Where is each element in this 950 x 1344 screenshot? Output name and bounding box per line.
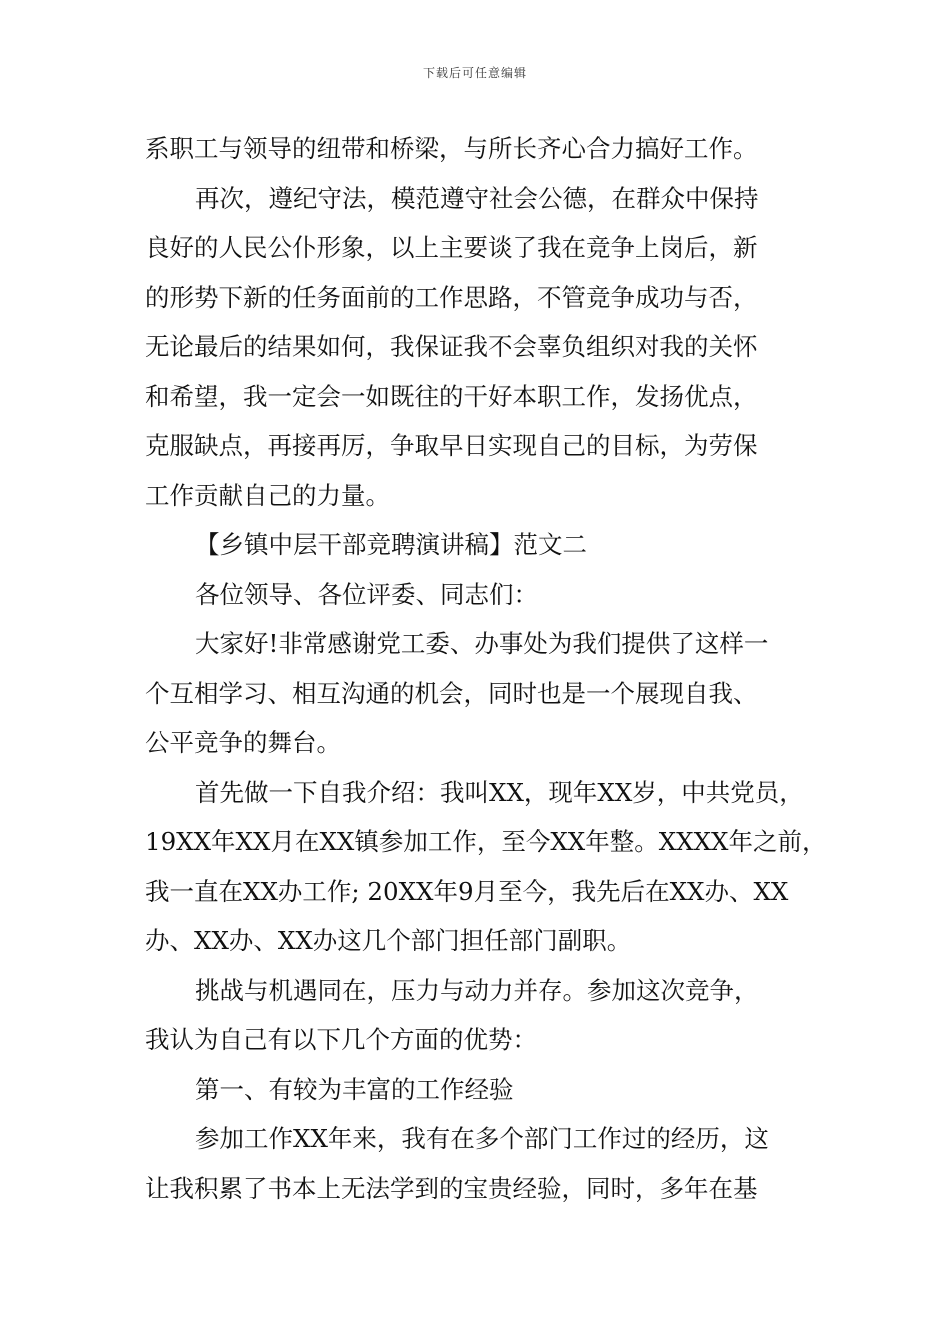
text-line: 【乡镇中层干部竞聘演讲稿】范文二	[195, 530, 587, 559]
text-line: 公平竞争的舞台。	[145, 728, 341, 757]
text-line: 各位领导、各位评委、同志们：	[195, 579, 538, 609]
text-line: 克服缺点，再接再厉，争取早日实现自己的目标，为劳保	[145, 431, 758, 460]
text-line: 工作贡献自己的力量。	[145, 480, 390, 510]
text-line: 我一直在XX办工作; 20XX年9月至今，我先后在XX办、XX	[145, 876, 789, 906]
text-line: 大家好!非常感谢党工委、办事处为我们提供了这样一	[195, 629, 769, 658]
text-line: 和希望，我一定会一如既往的干好本职工作，发扬优点，	[145, 381, 758, 411]
text-line: 无论最后的结果如何，我保证我不会辜负组织对我的关怀	[145, 332, 758, 361]
page-header: 下载后可任意编辑	[422, 66, 527, 80]
text-line: 我认为自己有以下几个方面的优势：	[145, 1025, 537, 1054]
text-line: 良好的人民公仆形象，以上主要谈了我在竞争上岗后，新	[145, 233, 758, 262]
text-line: 让我积累了书本上无法学到的宝贵经验，同时，多年在基	[145, 1173, 758, 1203]
text-line: 第一、有较为丰富的工作经验	[195, 1074, 514, 1104]
text-line: 系职工与领导的纽带和桥梁，与所长齐心合力搞好工作。	[145, 134, 758, 163]
text-line: 的形势下新的任务面前的工作思路，不管竞争成功与否，	[145, 282, 758, 312]
text-line: 个互相学习、相互沟通的机会，同时也是一个展现自我、	[145, 678, 758, 708]
text-line: 挑战与机遇同在，压力与动力并存。参加这次竞争，	[195, 975, 759, 1005]
document-body	[145, 124, 827, 1213]
text-line: 办、XX办、XX办这几个部门担任部门副职。	[145, 926, 632, 955]
text-line: 参加工作XX年来，我有在多个部门工作过的经历，这	[195, 1124, 769, 1153]
text-line: 首先做一下自我介绍：我叫XX，现年XX岁，中共党员，	[195, 777, 804, 807]
text-line: 19XX年XX月在XX镇参加工作，至今XX年整。XXXX年之前，	[145, 827, 827, 856]
text-line: 再次，遵纪守法，模范遵守社会公德，在群众中保持	[195, 183, 759, 213]
